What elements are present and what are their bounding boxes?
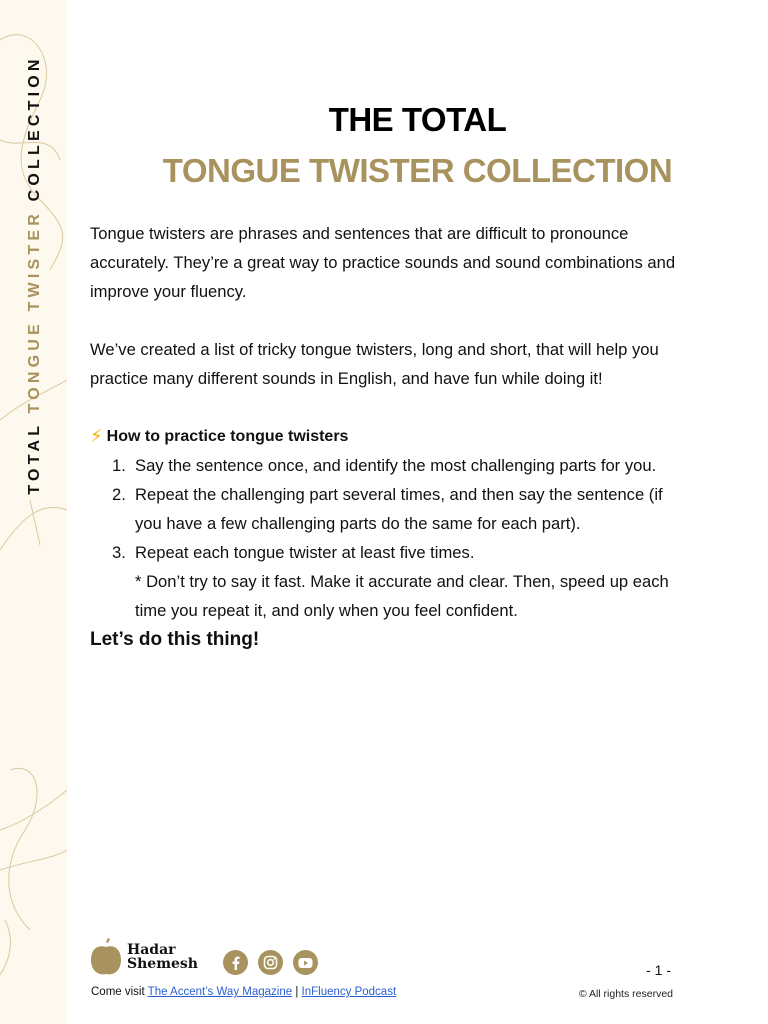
step-text: Say the sentence once, and identify the most challenging parts for you. — [135, 456, 657, 475]
logo-line-2: Shemesh — [127, 956, 198, 972]
podcast-link[interactable]: InFluency Podcast — [301, 986, 397, 998]
step-text: Repeat the challenging part several times, and then say the sentence (if you have a few challenging parts do the same for each part). — [135, 485, 663, 533]
practice-note: * Don’t try to say it fast. Make it accurate and clear. Then, speed up each time you repeat it, and only when you feel confident. — [135, 572, 669, 620]
step-text: Repeat each tongue twister at least five times. — [135, 543, 475, 562]
steps-list — [90, 451, 690, 567]
youtube-icon[interactable] — [293, 950, 318, 975]
main-content — [90, 219, 690, 654]
list-item — [90, 538, 690, 567]
visit-prefix: Come visit — [91, 986, 148, 998]
list-item — [90, 451, 690, 480]
lightning-icon: ⚡ — [90, 426, 103, 446]
list-item — [90, 480, 690, 538]
page-number: - 1 - — [646, 962, 671, 978]
closing-line: Let’s do this thing! — [90, 629, 260, 650]
page-title — [67, 100, 768, 191]
brand-logo[interactable] — [91, 938, 198, 976]
title-line-2: TONGUE TWISTER COLLECTION — [162, 152, 673, 189]
how-to-heading-text: How to practice tongue twisters — [106, 428, 349, 445]
social-links — [223, 950, 318, 975]
sidebar — [0, 0, 67, 1024]
apple-logo-icon — [91, 938, 121, 976]
magazine-link[interactable]: The Accent’s Way Magazine — [147, 986, 293, 998]
intro-paragraph-1: Tongue twisters are phrases and sentences that are difficult to pronounce accurately. They’re a great way to practice sounds and sound combinations and improve your fluency. — [90, 224, 676, 301]
how-to-heading — [90, 422, 690, 451]
sidebar-title — [26, 55, 44, 494]
logo-line-1: Hadar — [127, 942, 176, 958]
step-number: 1. — [112, 456, 126, 475]
facebook-icon[interactable] — [223, 950, 248, 975]
copyright-text: © All rights reserved — [578, 988, 673, 1000]
footer-links — [91, 986, 396, 998]
sidebar-title-part-1: TOTAL — [26, 413, 43, 495]
step-number: 3. — [112, 543, 126, 562]
step-number: 2. — [112, 485, 126, 504]
logo-text — [127, 943, 198, 971]
sidebar-title-part-3: COLLECTION — [26, 55, 43, 202]
sidebar-title-part-2: TONGUE TWISTER — [26, 201, 43, 414]
title-line-1: THE TOTAL — [328, 101, 507, 138]
link-separator: | — [292, 986, 302, 998]
intro-paragraph-2: We’ve created a list of tricky tongue twisters, long and short, that will help you practice many different sounds in English, and have fun while doing it! — [90, 340, 659, 388]
instagram-icon[interactable] — [258, 950, 283, 975]
